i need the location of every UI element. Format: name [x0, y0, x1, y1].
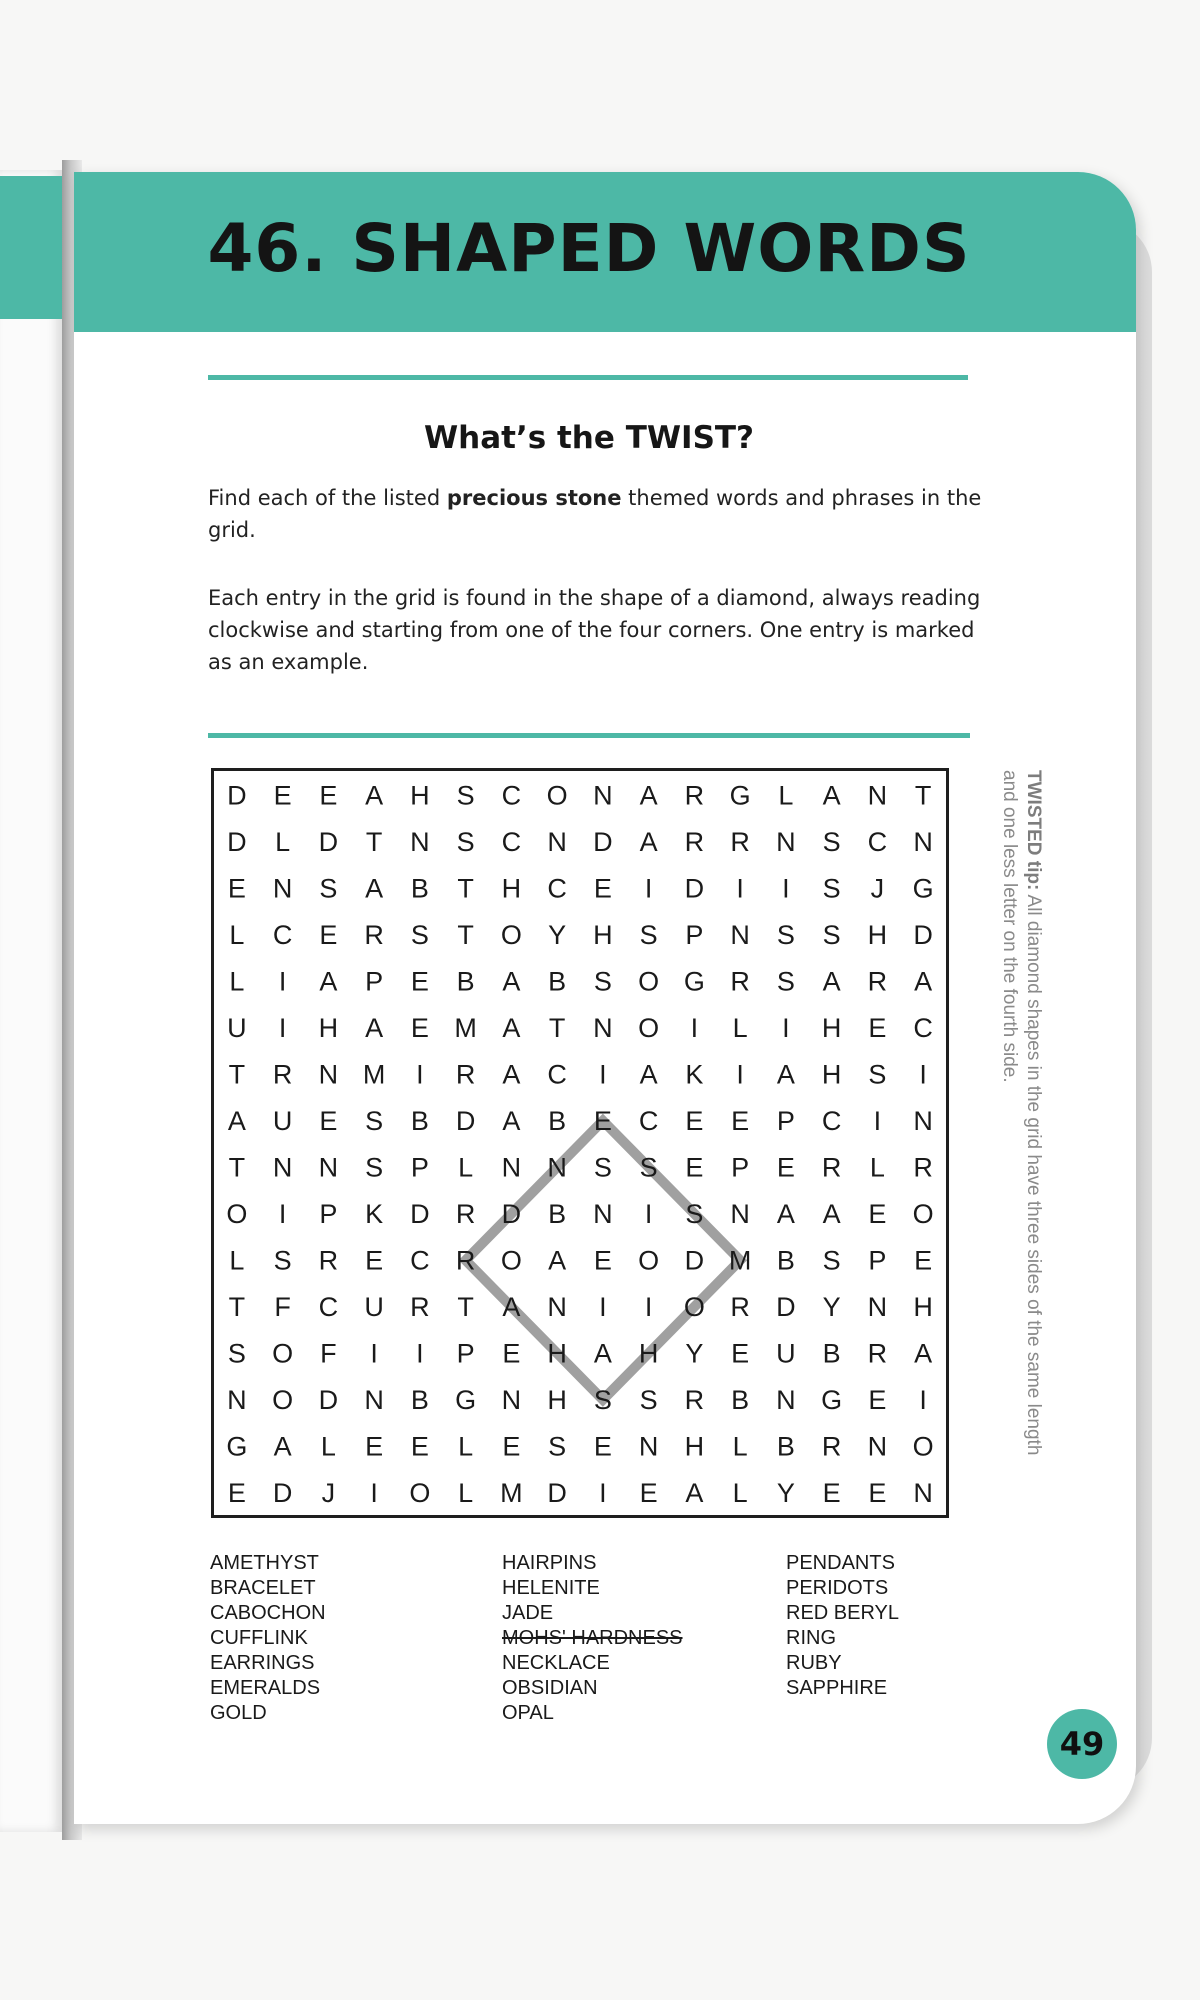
- page-title: 46. SHAPED WORDS: [207, 210, 971, 287]
- grid-cell[interactable]: G: [912, 873, 934, 904]
- grid-cell[interactable]: N: [410, 826, 430, 857]
- grid-cell[interactable]: M: [500, 1477, 523, 1508]
- word-list-item: JADE: [502, 1602, 554, 1624]
- grid-cell[interactable]: E: [593, 1245, 612, 1276]
- grid-cell[interactable]: D: [913, 919, 933, 950]
- grid-cell[interactable]: G: [455, 1384, 477, 1415]
- grid-cell[interactable]: O: [638, 966, 660, 997]
- grid-cell[interactable]: L: [732, 1431, 748, 1462]
- grid-cell[interactable]: H: [821, 1059, 842, 1090]
- grid-cell[interactable]: D: [272, 1477, 293, 1508]
- grid-cell[interactable]: O: [912, 1431, 934, 1462]
- grid-cell[interactable]: S: [593, 1152, 612, 1183]
- grid-cell[interactable]: A: [593, 1338, 612, 1369]
- grid-cell[interactable]: S: [273, 1245, 292, 1276]
- grid-cell[interactable]: C: [867, 826, 888, 857]
- grid-cell[interactable]: G: [729, 780, 751, 811]
- grid-cell[interactable]: A: [639, 780, 658, 811]
- grid-cell[interactable]: D: [227, 826, 247, 857]
- grid-cell[interactable]: R: [913, 1152, 933, 1183]
- grid-cell[interactable]: H: [501, 873, 522, 904]
- grid-cell[interactable]: P: [868, 1245, 887, 1276]
- grid-cell[interactable]: L: [869, 1152, 885, 1183]
- grid-cell[interactable]: R: [455, 1198, 476, 1229]
- grid-cell[interactable]: S: [365, 1105, 384, 1136]
- grid-cell[interactable]: E: [685, 1105, 704, 1136]
- grid-cell[interactable]: R: [455, 1059, 476, 1090]
- grid-cell[interactable]: A: [365, 1012, 384, 1043]
- grid-cell[interactable]: P: [365, 966, 384, 997]
- grid-cell[interactable]: S: [776, 966, 795, 997]
- grid-cell[interactable]: S: [410, 919, 429, 950]
- grid-cell[interactable]: E: [868, 1384, 887, 1415]
- grid-cell[interactable]: T: [457, 873, 474, 904]
- grid-cell[interactable]: T: [457, 919, 474, 950]
- grid-cell[interactable]: J: [321, 1477, 336, 1508]
- grid-cell[interactable]: I: [736, 1059, 744, 1090]
- grid-cell[interactable]: S: [593, 1384, 612, 1415]
- grid-cell[interactable]: P: [456, 1338, 475, 1369]
- grid-cell[interactable]: S: [593, 966, 612, 997]
- grid-cell[interactable]: U: [227, 1012, 247, 1043]
- grid-cell[interactable]: E: [914, 1245, 933, 1276]
- grid-cell[interactable]: E: [410, 1012, 429, 1043]
- grid-cell[interactable]: A: [273, 1431, 292, 1462]
- grid-cell[interactable]: E: [593, 1105, 612, 1136]
- left-page-edge: [0, 170, 62, 1832]
- grid-cell[interactable]: R: [867, 966, 888, 997]
- grid-cell[interactable]: O: [272, 1338, 294, 1369]
- grid-cell[interactable]: H: [821, 1012, 842, 1043]
- grid-cell[interactable]: H: [684, 1431, 705, 1462]
- grid-cell[interactable]: I: [416, 1338, 424, 1369]
- grid-cell[interactable]: E: [685, 1152, 704, 1183]
- grid-cell[interactable]: A: [502, 1291, 521, 1322]
- grid-cell[interactable]: R: [364, 919, 384, 950]
- grid-cell[interactable]: T: [365, 826, 383, 857]
- grid-cell[interactable]: Y: [685, 1338, 704, 1369]
- intro-paragraph: [208, 482, 998, 546]
- grid-cell[interactable]: E: [502, 1431, 521, 1462]
- grid-cell[interactable]: H: [913, 1291, 933, 1322]
- word-list-item: OPAL: [502, 1702, 554, 1724]
- grid-cell[interactable]: I: [599, 1059, 607, 1090]
- grid-cell[interactable]: B: [410, 1105, 429, 1136]
- puzzle-page: [74, 172, 1136, 1824]
- grid-cell[interactable]: A: [914, 1338, 933, 1369]
- grid-cell[interactable]: D: [593, 826, 613, 857]
- grid-cell[interactable]: C: [821, 1105, 842, 1136]
- grid-cell[interactable]: B: [456, 966, 475, 997]
- word-list-item: PENDANTS: [786, 1552, 895, 1574]
- grid-cell[interactable]: M: [362, 1059, 386, 1090]
- grid-cell[interactable]: N: [547, 1152, 567, 1183]
- word-list-item: HELENITE: [502, 1577, 600, 1599]
- grid-cell[interactable]: S: [365, 1152, 384, 1183]
- grid-cell[interactable]: T: [457, 1291, 474, 1322]
- grid-cell[interactable]: R: [730, 1291, 750, 1322]
- grid-cell[interactable]: N: [547, 826, 567, 857]
- grid-cell[interactable]: O: [912, 1198, 934, 1229]
- grid-cell[interactable]: U: [776, 1338, 796, 1369]
- grid-cell[interactable]: S: [456, 780, 475, 811]
- grid-cell[interactable]: S: [822, 873, 841, 904]
- grid-cell[interactable]: R: [272, 1059, 293, 1090]
- word-list-item: NECKLACE: [502, 1652, 610, 1674]
- top-divider: [208, 375, 968, 380]
- grid-cell[interactable]: C: [501, 826, 522, 857]
- grid-cell[interactable]: R: [730, 966, 750, 997]
- grid-cell[interactable]: C: [501, 780, 522, 811]
- grid-cell[interactable]: Y: [776, 1477, 795, 1508]
- grid-cell[interactable]: I: [782, 873, 790, 904]
- word-list-item: GOLD: [210, 1702, 267, 1724]
- grid-cell[interactable]: E: [319, 1105, 338, 1136]
- grid-cell[interactable]: N: [867, 1431, 888, 1462]
- grid-cell[interactable]: P: [319, 1198, 338, 1229]
- grid-cell[interactable]: N: [593, 1198, 613, 1229]
- grid-cell[interactable]: H: [638, 1338, 659, 1369]
- page-number-badge: 49: [1047, 1709, 1117, 1779]
- grid-cell[interactable]: O: [409, 1477, 431, 1508]
- grid-cell[interactable]: R: [684, 780, 705, 811]
- section-subtitle: What’s the TWIST?: [423, 420, 755, 456]
- grid-cell[interactable]: N: [501, 1384, 522, 1415]
- grid-cell[interactable]: S: [639, 1152, 658, 1183]
- grid-cell[interactable]: A: [822, 1198, 841, 1229]
- word-list-column-3: [786, 1551, 1056, 1701]
- grid-cell[interactable]: D: [684, 873, 705, 904]
- grid-cell[interactable]: I: [644, 1198, 653, 1229]
- grid-cell[interactable]: S: [822, 826, 841, 857]
- grid-cell[interactable]: P: [410, 1152, 429, 1183]
- grid-cell[interactable]: F: [320, 1338, 337, 1369]
- grid-cell[interactable]: L: [732, 1012, 748, 1043]
- twisted-tip: [997, 770, 1045, 1480]
- grid-cell[interactable]: A: [502, 1105, 521, 1136]
- grid-cell[interactable]: C: [547, 873, 567, 904]
- grid-cell[interactable]: E: [731, 1338, 750, 1369]
- grid-cell[interactable]: T: [228, 1152, 246, 1183]
- grid-cell[interactable]: I: [873, 1105, 882, 1136]
- grid-cell[interactable]: D: [684, 1245, 705, 1276]
- grid-cell[interactable]: G: [226, 1431, 248, 1462]
- grid-cell[interactable]: E: [731, 1105, 750, 1136]
- word-search-grid: [211, 768, 949, 1518]
- word-list-item: HAIRPINS: [502, 1552, 597, 1574]
- grid-cell[interactable]: C: [913, 1012, 933, 1043]
- word-list-item: BRACELET: [210, 1577, 316, 1599]
- grid-cell[interactable]: D: [410, 1198, 430, 1229]
- grid-cell[interactable]: R: [410, 1291, 430, 1322]
- grid-cell[interactable]: E: [868, 1477, 887, 1508]
- grid-cell[interactable]: L: [458, 1477, 474, 1508]
- grid-cell[interactable]: I: [278, 1012, 287, 1043]
- grid-cell[interactable]: L: [320, 1431, 336, 1462]
- grid-cell[interactable]: O: [500, 919, 522, 950]
- tip-label: TWISTED tip:: [1023, 770, 1044, 891]
- grid-cell[interactable]: O: [683, 1291, 705, 1322]
- grid-cell[interactable]: J: [870, 873, 885, 904]
- grid-cell[interactable]: B: [822, 1338, 841, 1369]
- grid-cell[interactable]: B: [548, 966, 567, 997]
- grid-cell[interactable]: L: [778, 780, 794, 811]
- word-list-item: EMERALDS: [210, 1677, 321, 1699]
- grid-cell[interactable]: L: [229, 966, 245, 997]
- grid-cell[interactable]: S: [868, 1059, 887, 1090]
- grid-cell[interactable]: A: [685, 1477, 704, 1508]
- grid-cell[interactable]: N: [913, 826, 933, 857]
- tip-text: All diamond shapes in the grid have three sides of the same length and one less letter on the fourth side.: [999, 770, 1044, 1456]
- grid-cell[interactable]: L: [275, 826, 291, 857]
- grid-cell[interactable]: A: [319, 966, 338, 997]
- grid-cell[interactable]: N: [776, 826, 796, 857]
- grid-cell[interactable]: A: [776, 1059, 795, 1090]
- grid-cell[interactable]: D: [547, 1477, 567, 1508]
- grid-cell[interactable]: C: [410, 1245, 430, 1276]
- grid-cell[interactable]: B: [776, 1245, 795, 1276]
- grid-cell[interactable]: E: [410, 966, 429, 997]
- grid-cell[interactable]: A: [639, 826, 658, 857]
- word-list-item: CABOCHON: [210, 1602, 326, 1624]
- grid-cell[interactable]: R: [455, 1245, 476, 1276]
- grid-cell[interactable]: T: [228, 1059, 246, 1090]
- grid-cell[interactable]: A: [502, 1012, 521, 1043]
- word-list-item: CUFFLINK: [210, 1627, 308, 1649]
- grid-cell[interactable]: I: [599, 1477, 607, 1508]
- grid-cell[interactable]: D: [501, 1198, 522, 1229]
- grid-cell[interactable]: H: [410, 780, 430, 811]
- grid-cell[interactable]: I: [370, 1338, 378, 1369]
- grid-cell[interactable]: D: [227, 780, 247, 811]
- grid-cell[interactable]: O: [272, 1384, 294, 1415]
- grid-cell[interactable]: A: [227, 1105, 246, 1136]
- grid-cell[interactable]: E: [868, 1198, 887, 1229]
- grid-cell[interactable]: R: [684, 1384, 705, 1415]
- grid-cell[interactable]: S: [456, 826, 475, 857]
- grid-cell[interactable]: L: [458, 1431, 474, 1462]
- grid-cell[interactable]: S: [685, 1198, 704, 1229]
- grid-cell[interactable]: A: [365, 780, 384, 811]
- grid-cell[interactable]: A: [914, 966, 933, 997]
- grid-cell[interactable]: B: [776, 1431, 795, 1462]
- grid-cell[interactable]: P: [731, 1152, 750, 1183]
- word-list-item: OBSIDIAN: [502, 1677, 598, 1699]
- grid-cell[interactable]: E: [593, 1431, 612, 1462]
- grid-cell[interactable]: S: [822, 1245, 841, 1276]
- instructions-paragraph: Each entry in the grid is found in the shape of a diamond, always reading clockwise and starting from one of the four corners. One entry is marked as an example.: [208, 586, 981, 674]
- grid-cell[interactable]: B: [548, 1198, 567, 1229]
- grid-cell[interactable]: N: [730, 1198, 750, 1229]
- grid-cell[interactable]: N: [593, 780, 613, 811]
- grid-cell[interactable]: U: [364, 1291, 384, 1322]
- grid-cell[interactable]: S: [227, 1338, 246, 1369]
- grid-cell[interactable]: T: [228, 1291, 246, 1322]
- grid-cell[interactable]: I: [644, 873, 653, 904]
- grid-cell[interactable]: S: [639, 1384, 658, 1415]
- grid-cell[interactable]: I: [782, 1012, 790, 1043]
- grid-cell[interactable]: D: [455, 1105, 476, 1136]
- grid-cell[interactable]: E: [365, 1431, 384, 1462]
- grid-cell[interactable]: N: [547, 1291, 567, 1322]
- grid-cell[interactable]: A: [548, 1245, 567, 1276]
- grid-cell[interactable]: K: [365, 1198, 384, 1229]
- grid-cell[interactable]: A: [822, 966, 841, 997]
- grid-cell[interactable]: S: [548, 1431, 567, 1462]
- grid-cell[interactable]: I: [919, 1384, 927, 1415]
- grid-cell[interactable]: L: [229, 1245, 245, 1276]
- grid-cell[interactable]: L: [229, 919, 245, 950]
- grid-cell[interactable]: F: [274, 1291, 291, 1322]
- word-list-item: RING: [786, 1627, 836, 1649]
- grid-cell[interactable]: E: [273, 780, 292, 811]
- grid-cell[interactable]: H: [593, 919, 613, 950]
- grid-cell[interactable]: C: [547, 1059, 567, 1090]
- grid-cell[interactable]: E: [319, 919, 338, 950]
- grid-cell[interactable]: N: [730, 919, 750, 950]
- grid-cell[interactable]: A: [502, 966, 521, 997]
- grid-cell[interactable]: I: [644, 1291, 653, 1322]
- grid-cell[interactable]: N: [318, 1059, 339, 1090]
- grid-cell[interactable]: E: [227, 873, 246, 904]
- grid-cell[interactable]: E: [227, 1477, 246, 1508]
- grid-cell[interactable]: N: [776, 1384, 796, 1415]
- grid-cell[interactable]: T: [548, 1012, 566, 1043]
- grid-cell[interactable]: N: [364, 1384, 384, 1415]
- grid-cell[interactable]: Y: [822, 1291, 841, 1322]
- word-list-item: PERIDOTS: [786, 1577, 889, 1599]
- grid-cell[interactable]: O: [500, 1245, 522, 1276]
- word-list-item: AMETHYST: [210, 1552, 319, 1574]
- grid-cell[interactable]: O: [638, 1012, 660, 1043]
- grid-cell[interactable]: E: [868, 1012, 887, 1043]
- grid-cell[interactable]: N: [501, 1152, 522, 1183]
- grid-cell[interactable]: I: [919, 1059, 927, 1090]
- grid-cell[interactable]: P: [685, 919, 704, 950]
- word-list-item: SAPPHIRE: [786, 1677, 888, 1699]
- grid-cell[interactable]: G: [683, 966, 705, 997]
- grid-cell[interactable]: S: [776, 919, 795, 950]
- grid-cell[interactable]: S: [822, 919, 841, 950]
- middle-divider: [208, 733, 970, 738]
- grid-cell[interactable]: N: [272, 873, 293, 904]
- grid-cell[interactable]: H: [318, 1012, 339, 1043]
- grid-cell[interactable]: Y: [548, 919, 567, 950]
- grid-cell[interactable]: U: [272, 1105, 293, 1136]
- grid-cell[interactable]: S: [639, 919, 658, 950]
- grid-cell[interactable]: C: [272, 919, 293, 950]
- left-page-title-band: [0, 176, 62, 319]
- grid-cell[interactable]: R: [821, 1152, 842, 1183]
- grid-cell[interactable]: R: [318, 1245, 339, 1276]
- grid-cell[interactable]: R: [867, 1338, 888, 1369]
- grid-cell[interactable]: N: [638, 1431, 659, 1462]
- word-list-item: EARRINGS: [210, 1652, 315, 1674]
- intro-text-end: themed words and phrases in the grid.: [208, 486, 982, 542]
- grid-cell[interactable]: D: [776, 1291, 796, 1322]
- grid-cell[interactable]: R: [684, 826, 705, 857]
- intro-text-start: Find each of the listed: [208, 486, 447, 510]
- grid-cell[interactable]: E: [639, 1477, 658, 1508]
- word-list-item: RUBY: [786, 1652, 842, 1674]
- grid-cell[interactable]: L: [732, 1477, 748, 1508]
- grid-cell[interactable]: I: [278, 966, 287, 997]
- grid-cell[interactable]: G: [821, 1384, 843, 1415]
- grid-cell[interactable]: I: [736, 873, 744, 904]
- grid-cell[interactable]: R: [821, 1431, 842, 1462]
- grid-cell[interactable]: I: [278, 1198, 287, 1229]
- grid-cell[interactable]: K: [685, 1059, 704, 1090]
- grid-cell[interactable]: E: [776, 1152, 795, 1183]
- grid-cell[interactable]: E: [365, 1245, 384, 1276]
- grid-cell[interactable]: B: [410, 1384, 429, 1415]
- grid-cell[interactable]: L: [458, 1152, 474, 1183]
- grid-cell[interactable]: N: [913, 1477, 933, 1508]
- grid-cell[interactable]: M: [454, 1012, 477, 1043]
- grid-cell[interactable]: N: [318, 1152, 339, 1183]
- grid-cell[interactable]: N: [272, 1152, 293, 1183]
- grid-cell[interactable]: C: [638, 1105, 659, 1136]
- word-list-column-1: [210, 1551, 480, 1726]
- grid-cell[interactable]: A: [639, 1059, 658, 1090]
- grid-cell[interactable]: A: [365, 873, 384, 904]
- grid-cell[interactable]: E: [593, 873, 612, 904]
- grid-cell[interactable]: A: [822, 780, 841, 811]
- grid-cell[interactable]: N: [867, 780, 888, 811]
- word-list-item: RED BERYL: [786, 1602, 900, 1624]
- grid-letters: [214, 771, 946, 1515]
- grid-cell[interactable]: D: [318, 1384, 339, 1415]
- grid-cell[interactable]: A: [502, 1059, 521, 1090]
- grid-cell[interactable]: N: [593, 1012, 613, 1043]
- grid-cell[interactable]: I: [599, 1291, 607, 1322]
- grid-cell[interactable]: M: [728, 1245, 752, 1276]
- grid-cell[interactable]: S: [319, 873, 338, 904]
- grid-cell[interactable]: T: [914, 780, 932, 811]
- grid-cell[interactable]: B: [548, 1105, 567, 1136]
- grid-cell[interactable]: I: [370, 1477, 378, 1508]
- grid-cell[interactable]: N: [227, 1384, 247, 1415]
- grid-cell[interactable]: O: [638, 1245, 660, 1276]
- grid-cell[interactable]: E: [319, 780, 338, 811]
- grid-cell[interactable]: H: [867, 919, 888, 950]
- grid-cell[interactable]: E: [502, 1338, 521, 1369]
- word-list-item: MOHS' HARDNESS: [502, 1627, 683, 1649]
- grid-cell[interactable]: E: [410, 1431, 429, 1462]
- grid-cell[interactable]: I: [690, 1012, 699, 1043]
- grid-cell[interactable]: H: [547, 1384, 567, 1415]
- grid-cell[interactable]: H: [547, 1338, 567, 1369]
- grid-cell[interactable]: N: [913, 1105, 933, 1136]
- grid-cell[interactable]: N: [867, 1291, 888, 1322]
- grid-cell[interactable]: D: [318, 826, 339, 857]
- grid-cell[interactable]: A: [776, 1198, 795, 1229]
- grid-cell[interactable]: C: [318, 1291, 339, 1322]
- grid-cell[interactable]: I: [416, 1059, 424, 1090]
- intro-theme-bold: precious stone: [446, 486, 622, 510]
- grid-cell[interactable]: B: [731, 1384, 750, 1415]
- grid-cell[interactable]: B: [410, 873, 429, 904]
- word-list-column-2: [502, 1551, 772, 1726]
- grid-cell[interactable]: P: [776, 1105, 795, 1136]
- grid-cell[interactable]: E: [822, 1477, 841, 1508]
- grid-cell[interactable]: R: [730, 826, 750, 857]
- grid-cell[interactable]: O: [226, 1198, 248, 1229]
- grid-cell[interactable]: O: [546, 780, 568, 811]
